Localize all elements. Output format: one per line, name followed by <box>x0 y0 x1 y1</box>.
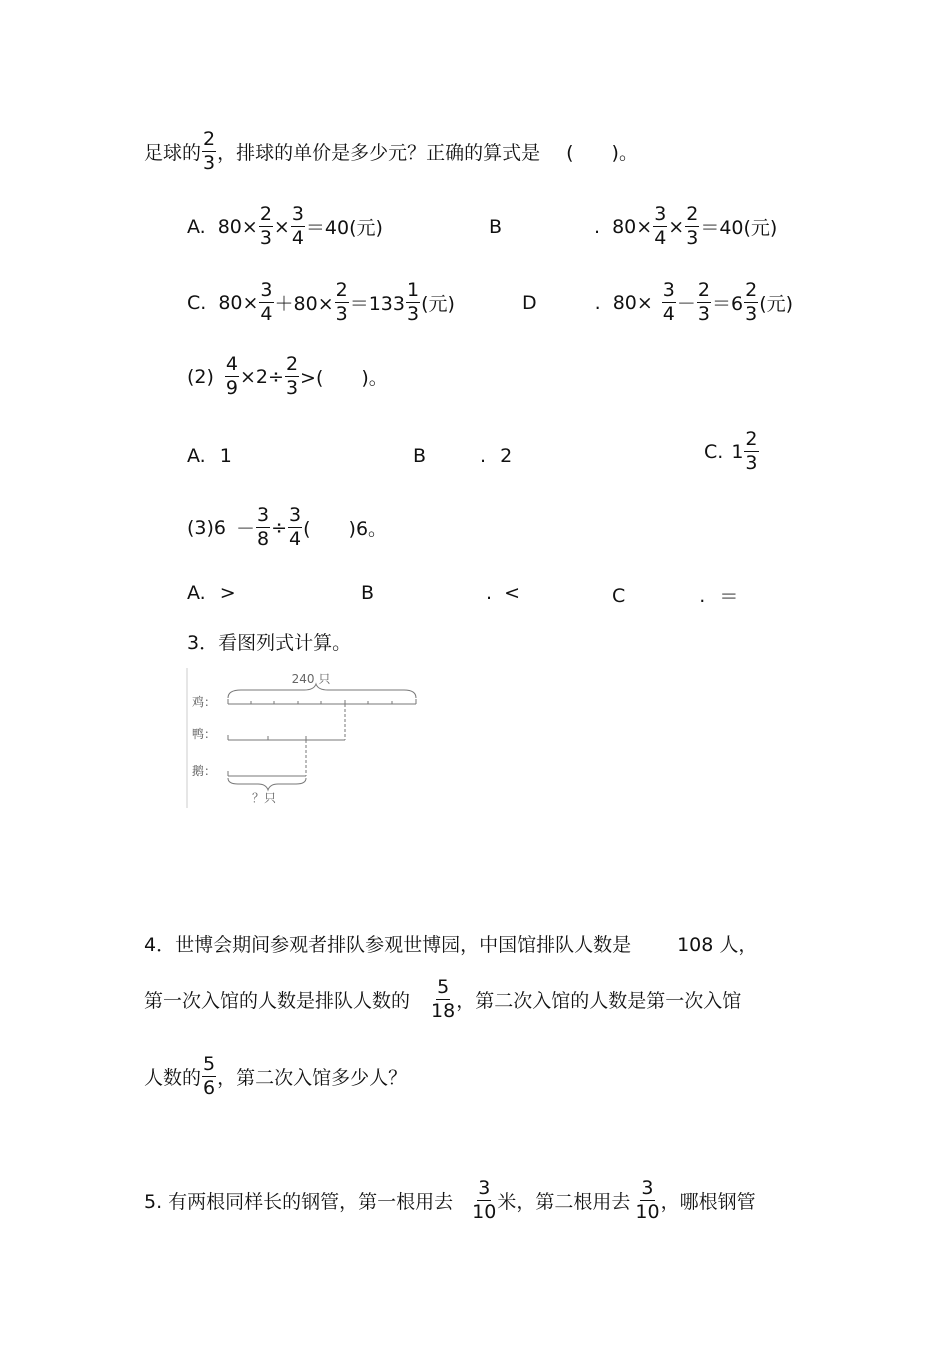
q3-option-b: B . < <box>361 582 521 604</box>
row2-label: 鸭： <box>192 727 217 741</box>
problem-3-title: 3．看图列式计算。 <box>187 632 352 654</box>
bottom-brace <box>228 778 306 790</box>
unknown-label: ？只 <box>251 791 277 805</box>
option-a: A. 80× $\frac{2}{3}$ × $\frac{3}{4}$ ＝40(元) <box>187 203 383 249</box>
text: ，排球的单价是多少元？正确的算式是 <box>217 142 541 164</box>
option-b: B . 80× $\frac{3}{4}$ × $\frac{2}{3}$ ＝40(元) <box>489 203 778 249</box>
option-d: D . 80× $\frac{3}{4}$ － $\frac{2}{3}$ ＝6 $\frac{2}{3}$ (元) <box>522 279 794 325</box>
q3-option-a: A. > <box>187 582 236 604</box>
segment-diagram <box>186 668 428 808</box>
problem-4-line1: 4．世博会期间参观者排队参观世博园，中国馆排队人数是 108 人， <box>144 934 758 956</box>
question-2: (2) $\frac{4}{9}$ ×2÷ $\frac{2}{3}$ >( )。 <box>187 353 388 399</box>
text: 足球的 <box>144 142 202 164</box>
problem-5: 5. 有两根同样长的钢管，第一根用去 $\frac{3}{10}$ 米，第二根用去 $\frac{3}{10}$ ，哪根钢管 <box>144 1177 756 1223</box>
problem-4-line2: 第一次入馆的人数是排队人数的 $\frac{5}{18}$ ，第二次入馆的人数是第一次入馆 <box>144 976 742 1022</box>
q2-option-a: A. 1 <box>187 445 232 467</box>
answer-blank: ( )。 <box>566 142 638 164</box>
row3-label: 鹅： <box>192 764 217 778</box>
question-continuation <box>144 130 638 173</box>
total-label: 240 只 <box>291 672 331 686</box>
row1-label: 鸡： <box>192 695 217 709</box>
q3-option-c: C . ＝ <box>612 584 739 608</box>
q2-option-c: C. 1 $\frac{2}{3}$ <box>704 428 758 474</box>
fraction: $\frac{2}{3}$ <box>203 128 216 174</box>
q2-option-b: B . 2 <box>413 445 513 467</box>
top-brace <box>228 684 416 698</box>
question-3: (3)6 － $\frac{3}{8}$ ÷ $\frac{3}{4}$ ( )6。 <box>187 504 388 550</box>
problem-4-line3: 人数的 $\frac{5}{6}$ ，第二次入馆多少人？ <box>144 1053 408 1099</box>
option-c: C. 80× $\frac{3}{4}$ ＋80× $\frac{2}{3}$ ＝133 $\frac{1}{3}$ (元) <box>187 279 455 325</box>
